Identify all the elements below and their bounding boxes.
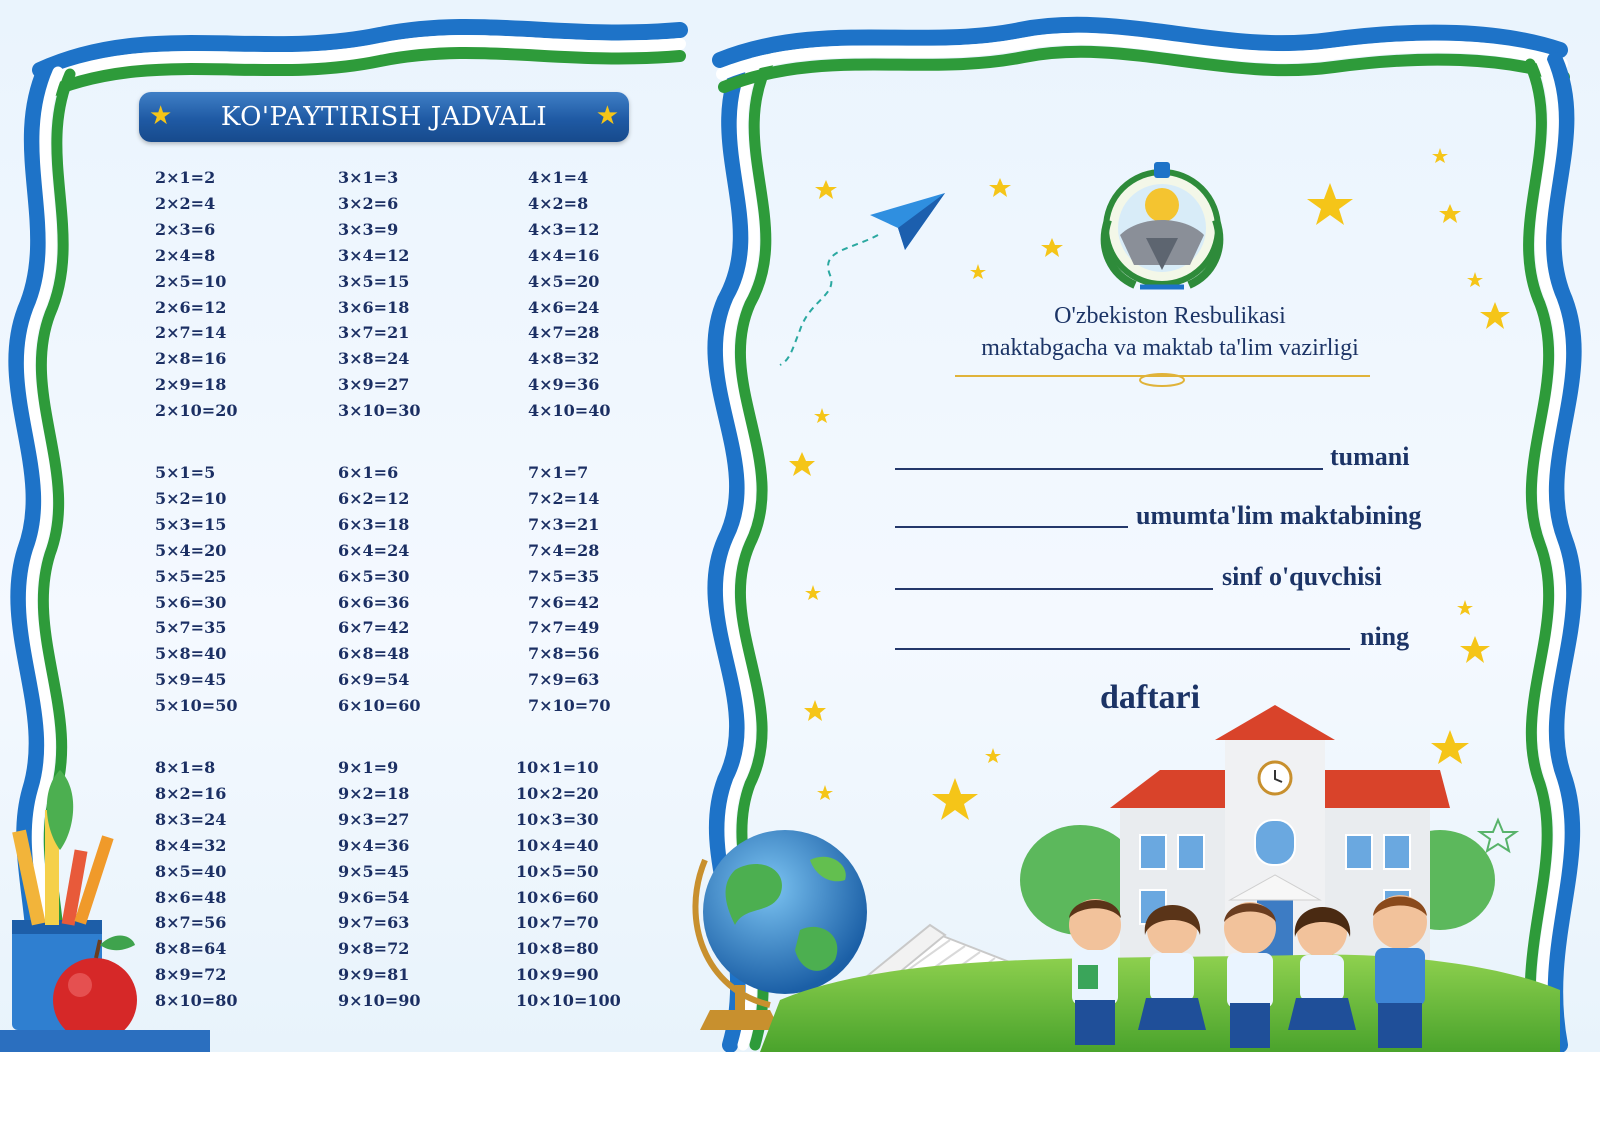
table-entry: 2×10=20 [155,401,238,421]
table-entry: 6×9=54 [338,670,410,690]
table-entry: 4×2=8 [528,193,589,213]
table-entry: 2×6=12 [155,297,227,317]
table-entry: 5×10=50 [155,696,238,716]
divider-ornament [955,374,1370,386]
table-entry: 8×8=64 [155,939,227,959]
table-entry: 7×7=49 [528,618,600,638]
table-title-banner [139,92,629,142]
table-entry: 6×10=60 [338,696,421,716]
table-entry: 2×1=2 [155,168,216,187]
table-entry: 2×4=8 [155,245,216,265]
table-entry: 5×5=25 [155,566,227,586]
table-entry: 7×6=42 [528,592,600,612]
table-entry: 8×10=80 [155,991,238,1011]
table-entry: 7×2=14 [528,488,600,508]
table-entry: 5×1=5 [155,463,216,482]
state-emblem [1105,162,1220,287]
table-entry: 6×3=18 [338,514,410,534]
table-entry: 10×1=10 [516,758,599,777]
table-entry: 7×3=21 [528,514,600,534]
grade-blank-line[interactable] [895,588,1213,590]
table-entry: 10×10=100 [516,991,621,1011]
table-entry: 9×9=81 [338,965,410,985]
table-entry: 4×6=24 [528,297,600,317]
table-entry: 3×7=21 [338,323,410,343]
star-icon: ★ [149,101,173,131]
table-entry: 4×5=20 [528,271,600,291]
grade-label: sinf o'quvchisi [1222,562,1382,591]
table-entry: 3×2=6 [338,193,399,213]
table-entry: 3×6=18 [338,297,410,317]
table-entry: 2×2=4 [155,193,216,213]
table-entry: 10×9=90 [516,965,599,985]
table-entry: 4×4=16 [528,245,600,265]
table-entry: 10×6=60 [516,887,599,907]
table-entry: 2×8=16 [155,349,227,369]
table-entry: 5×4=20 [155,540,227,560]
table-entry: 6×7=42 [338,618,410,638]
table-entry: 8×9=72 [155,965,227,985]
table-entry: 8×4=32 [155,835,227,855]
table-entry: 9×6=54 [338,887,410,907]
school-label: umumta'lim maktabining [1136,501,1422,530]
table-entry: 10×7=70 [516,913,599,933]
table-entry: 7×5=35 [528,566,600,586]
table-entry: 3×10=30 [338,401,421,421]
table-entry: 2×3=6 [155,219,216,239]
table-entry: 8×2=16 [155,783,227,803]
table-entry: 7×9=63 [528,670,600,690]
ministry-title-line2: maktabgacha va maktab ta'lim vazirligi [981,335,1359,361]
table-entry: 8×6=48 [155,887,227,907]
table-entry: 7×1=7 [528,463,589,482]
table-entry: 4×8=32 [528,349,600,369]
table-entry: 3×9=27 [338,375,410,395]
table-entry: 6×2=12 [338,488,410,508]
paper-airplane [780,193,945,365]
table-entry: 10×2=20 [516,783,599,803]
table-entry: 5×6=30 [155,592,227,612]
table-entry: 6×6=36 [338,592,410,612]
table-entry: 3×1=3 [338,168,399,187]
star-icon: ★ [595,101,619,131]
table-entry: 2×9=18 [155,375,227,395]
table-entry: 9×4=36 [338,835,410,855]
table-entry: 9×1=9 [338,758,399,777]
table-entry: 5×9=45 [155,670,227,690]
notebook-label: daftari [1100,679,1201,716]
student-name-blank-line[interactable] [895,648,1350,650]
district-label: tumani [1330,442,1410,471]
ministry-title-line1: O'zbekiston Resbulikasi [1054,303,1286,329]
table-entry: 9×8=72 [338,939,410,959]
table-entry: 2×7=14 [155,323,227,343]
table-entry: 8×1=8 [155,758,216,777]
table-entry: 6×4=24 [338,540,410,560]
table-entry: 10×4=40 [516,835,599,855]
table-entry: 4×3=12 [528,219,600,239]
table-entry: 5×8=40 [155,644,227,664]
table-entry: 3×4=12 [338,245,410,265]
district-blank-line[interactable] [895,468,1323,470]
table-entry: 10×3=30 [516,809,599,829]
table-entry: 7×10=70 [528,696,611,716]
table-title: KO'PAYTIRISH JADVALI [220,102,548,132]
table-entry: 6×5=30 [338,566,410,586]
table-entry: 6×8=48 [338,644,410,664]
school-blank-line[interactable] [895,526,1128,528]
table-entry: 8×7=56 [155,913,227,933]
table-entry: 9×3=27 [338,809,410,829]
table-entry: 7×8=56 [528,644,600,664]
table-entry: 3×5=15 [338,271,410,291]
name-suffix-label: ning [1360,622,1410,651]
table-entry: 10×8=80 [516,939,599,959]
table-entry: 4×1=4 [528,168,589,187]
table-entry: 5×3=15 [155,514,227,534]
table-entry: 8×3=24 [155,809,227,829]
table-entry: 7×4=28 [528,540,600,560]
table-entry: 3×3=9 [338,219,399,239]
table-entry: 9×10=90 [338,991,421,1011]
table-entry: 9×7=63 [338,913,410,933]
table-entry: 9×5=45 [338,861,410,881]
table-entry: 4×9=36 [528,375,600,395]
table-entry: 4×7=28 [528,323,600,343]
table-entry: 2×5=10 [155,271,227,291]
table-entry: 5×7=35 [155,618,227,638]
table-entry: 5×2=10 [155,488,227,508]
table-entry: 9×2=18 [338,783,410,803]
table-entry: 6×1=6 [338,463,399,482]
table-entry: 3×8=24 [338,349,410,369]
table-entry: 4×10=40 [528,401,611,421]
table-entry: 8×5=40 [155,861,227,881]
table-entry: 10×5=50 [516,861,599,881]
